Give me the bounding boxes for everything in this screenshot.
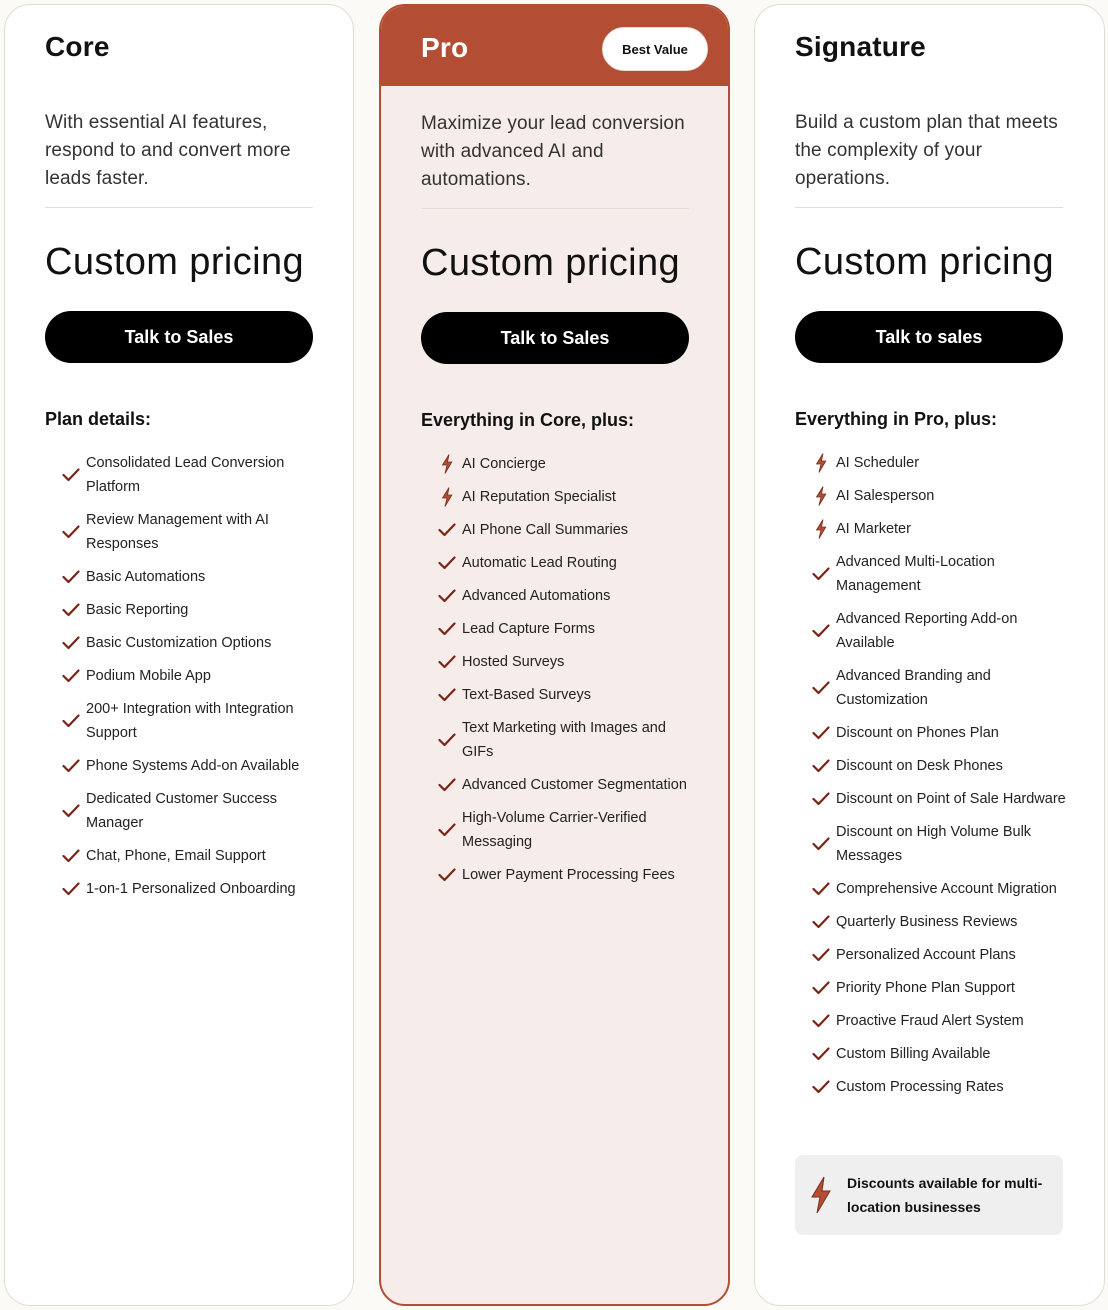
check-icon: [59, 631, 83, 655]
feature-item: [59, 754, 321, 778]
feature-item: [435, 863, 697, 887]
feature-label: Automatic Lead Routing: [462, 555, 617, 571]
feature-label: Advanced Branding and Customization: [836, 668, 991, 708]
check-icon: [809, 619, 833, 643]
check-icon: [809, 1075, 833, 1099]
feature-item: [59, 451, 321, 499]
lightning-icon: [809, 484, 833, 508]
lightning-icon: [809, 517, 833, 541]
talk-to-sales-button[interactable]: Talk to Sales: [45, 311, 313, 363]
feature-item: [809, 820, 1071, 868]
check-icon: [435, 584, 459, 608]
check-icon: [59, 877, 83, 901]
feature-label: High-Volume Carrier-Verified Messaging: [462, 810, 647, 850]
feature-item: [809, 550, 1071, 598]
feature-item: [809, 664, 1071, 712]
check-icon: [435, 650, 459, 674]
feature-item: [809, 910, 1071, 934]
check-icon: [809, 754, 833, 778]
plan-name: Core: [45, 31, 110, 62]
feature-item: [809, 607, 1071, 655]
feature-item: [435, 584, 697, 608]
check-icon: [809, 787, 833, 811]
feature-label: AI Scheduler: [836, 455, 920, 471]
feature-item: [809, 754, 1071, 778]
talk-to-sales-button[interactable]: Talk to sales: [795, 311, 1063, 363]
plan-price: Custom pricing: [795, 241, 1055, 283]
feature-item: [809, 517, 1071, 541]
plan-card-core: [4, 4, 354, 1306]
feature-item: [435, 551, 697, 575]
plan-description: Build a custom plan that meets the complexity of your operations.: [795, 112, 1058, 189]
feature-label: Basic Customization Options: [86, 635, 272, 651]
check-icon: [435, 551, 459, 575]
feature-label: Advanced Customer Segmentation: [462, 777, 687, 793]
feature-item: [809, 787, 1071, 811]
check-icon: [435, 863, 459, 887]
feature-item: [435, 650, 697, 674]
feature-label: Phone Systems Add-on Available: [86, 758, 300, 774]
check-icon: [59, 520, 83, 544]
feature-label: 200+ Integration with Integration Support: [86, 701, 294, 741]
feature-label: Advanced Automations: [462, 588, 611, 604]
feature-item: [809, 1075, 1071, 1099]
lightning-icon: [809, 1176, 837, 1214]
feature-item: [59, 508, 321, 556]
feature-label: Quarterly Business Reviews: [836, 914, 1018, 930]
check-icon: [809, 1042, 833, 1066]
feature-label: Discount on Phones Plan: [836, 725, 999, 741]
feature-label: Basic Automations: [86, 569, 206, 585]
section-title: Everything in Pro, plus:: [795, 409, 998, 429]
feature-item: [435, 452, 697, 476]
feature-item: [59, 877, 321, 901]
divider: [45, 207, 313, 208]
check-icon: [435, 617, 459, 641]
feature-label: Proactive Fraud Alert System: [836, 1013, 1024, 1029]
feature-label: AI Reputation Specialist: [462, 489, 616, 505]
feature-label: Comprehensive Account Migration: [836, 881, 1057, 897]
divider: [795, 207, 1063, 208]
feature-list: [809, 451, 1071, 1108]
feature-label: Text Marketing with Images and GIFs: [462, 720, 666, 760]
feature-item: [435, 485, 697, 509]
feature-label: Priority Phone Plan Support: [836, 980, 1015, 996]
plan-card-pro: [379, 4, 730, 1306]
check-icon: [809, 910, 833, 934]
plan-name: Signature: [795, 31, 926, 62]
feature-item: [809, 976, 1071, 1000]
feature-item: [59, 787, 321, 835]
feature-item: [809, 943, 1071, 967]
check-icon: [435, 818, 459, 842]
feature-item: [809, 721, 1071, 745]
check-icon: [59, 598, 83, 622]
feature-item: [59, 664, 321, 688]
plan-name: Pro: [421, 32, 469, 63]
feature-item: [435, 716, 697, 764]
lightning-icon: [435, 485, 459, 509]
check-icon: [809, 721, 833, 745]
feature-item: [59, 844, 321, 868]
feature-item: [59, 565, 321, 589]
feature-item: [809, 451, 1071, 475]
feature-item: [809, 1042, 1071, 1066]
section-title: Plan details:: [45, 409, 152, 429]
divider: [421, 208, 689, 209]
check-icon: [809, 976, 833, 1000]
section-title: Everything in Core, plus:: [421, 410, 635, 430]
feature-item: [435, 773, 697, 797]
check-icon: [435, 683, 459, 707]
note-text: Discounts available for multi-location businesses: [847, 1175, 1043, 1215]
plan-price: Custom pricing: [421, 242, 681, 284]
lightning-icon: [809, 451, 833, 475]
feature-item: [59, 631, 321, 655]
feature-item: [809, 484, 1071, 508]
check-icon: [59, 799, 83, 823]
feature-item: [59, 697, 321, 745]
feature-label: Hosted Surveys: [462, 654, 565, 670]
feature-label: Discount on Desk Phones: [836, 758, 1003, 774]
feature-label: Custom Processing Rates: [836, 1079, 1004, 1095]
feature-label: Consolidated Lead Conversion Platform: [86, 455, 285, 495]
feature-item: [809, 1009, 1071, 1033]
feature-label: AI Concierge: [462, 456, 546, 472]
check-icon: [435, 518, 459, 542]
check-icon: [59, 463, 83, 487]
check-icon: [809, 877, 833, 901]
check-icon: [809, 943, 833, 967]
plan-card-signature: [754, 4, 1105, 1306]
multi-location-discount-note: [795, 1155, 1063, 1235]
plan-description: Maximize your lead conversion with advanced AI and automations.: [421, 113, 685, 190]
feature-item: [59, 598, 321, 622]
check-icon: [59, 565, 83, 589]
feature-label: AI Phone Call Summaries: [462, 522, 629, 538]
check-icon: [809, 832, 833, 856]
plan-price: Custom pricing: [45, 241, 305, 283]
check-icon: [435, 728, 459, 752]
feature-label: Advanced Reporting Add-on Available: [836, 611, 1018, 651]
feature-item: [809, 877, 1071, 901]
feature-item: [435, 806, 697, 854]
check-icon: [59, 709, 83, 733]
feature-label: AI Marketer: [836, 521, 911, 537]
feature-label: Basic Reporting: [86, 602, 189, 618]
check-icon: [435, 773, 459, 797]
best-value-badge: Best Value: [602, 27, 708, 71]
check-icon: [59, 754, 83, 778]
check-icon: [809, 562, 833, 586]
check-icon: [809, 1009, 833, 1033]
lightning-icon: [435, 452, 459, 476]
feature-label: Chat, Phone, Email Support: [86, 848, 266, 864]
check-icon: [809, 676, 833, 700]
feature-label: Dedicated Customer Success Manager: [86, 791, 277, 831]
plan-description: With essential AI features, respond to and convert more leads faster.: [45, 112, 291, 189]
feature-label: 1-on-1 Personalized Onboarding: [86, 881, 296, 897]
feature-label: Text-Based Surveys: [462, 687, 591, 703]
feature-list: [435, 452, 697, 896]
feature-label: AI Salesperson: [836, 488, 935, 504]
feature-label: Lower Payment Processing Fees: [462, 867, 675, 883]
feature-label: Podium Mobile App: [86, 668, 211, 684]
feature-item: [435, 518, 697, 542]
check-icon: [59, 664, 83, 688]
feature-item: [435, 683, 697, 707]
feature-label: Lead Capture Forms: [462, 621, 595, 637]
check-icon: [59, 844, 83, 868]
feature-label: Personalized Account Plans: [836, 947, 1016, 963]
feature-item: [435, 617, 697, 641]
feature-label: Custom Billing Available: [836, 1046, 991, 1062]
feature-label: Advanced Multi-Location Management: [836, 554, 995, 594]
feature-label: Discount on High Volume Bulk Messages: [836, 824, 1032, 864]
feature-label: Review Management with AI Responses: [86, 512, 269, 552]
feature-label: Discount on Point of Sale Hardware: [836, 791, 1066, 807]
feature-list: [59, 451, 321, 910]
talk-to-sales-button[interactable]: Talk to Sales: [421, 312, 689, 364]
